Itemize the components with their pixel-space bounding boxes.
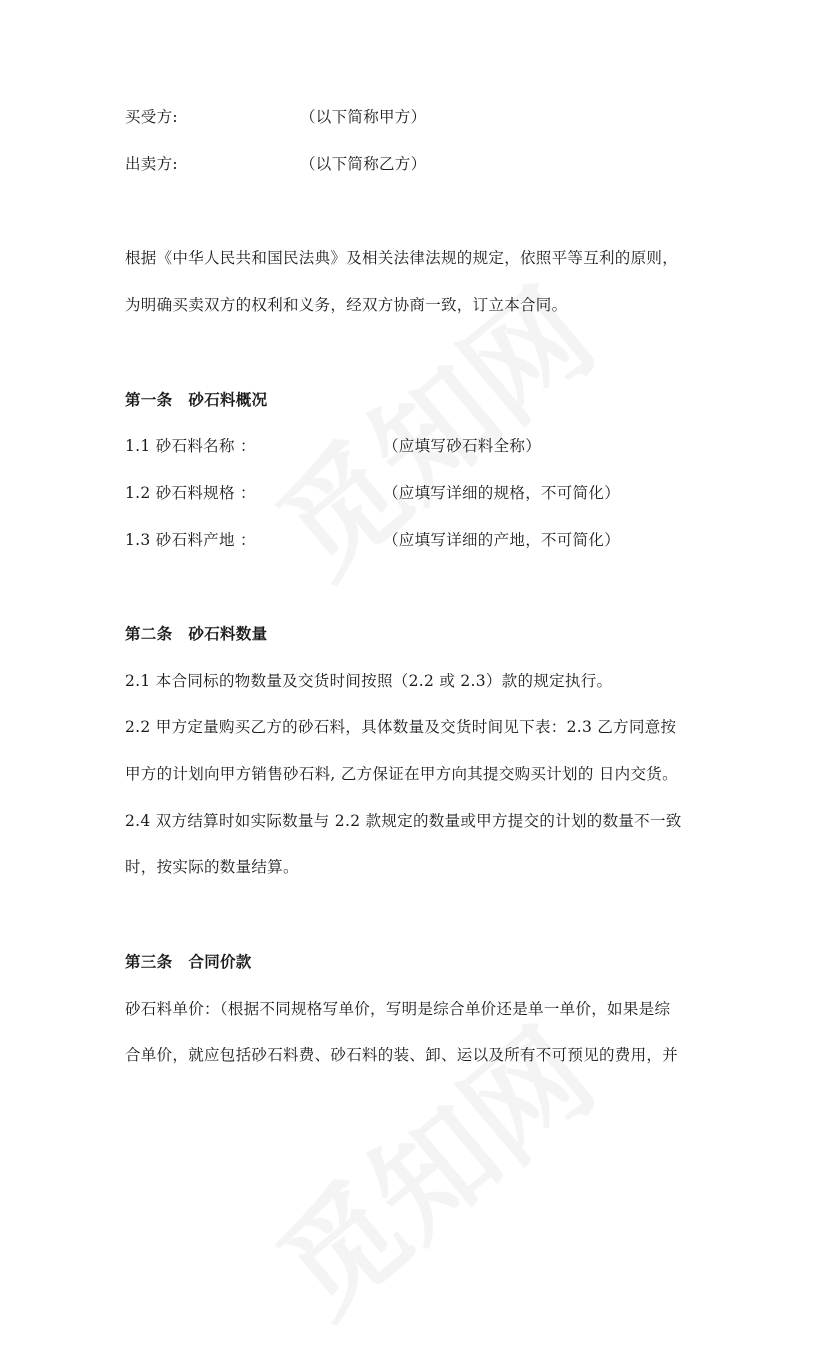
article-2-title: 砂石料数量 <box>188 624 268 643</box>
seller-line <box>125 154 178 174</box>
article-3-number: 第三条 <box>125 952 173 971</box>
article-3-line-2: 合单价，就应包括砂石料费、砂石料的装、卸、运以及所有不可预见的费用，并 <box>125 1046 679 1064</box>
article-2-line-2: 2.2 甲方定量购买乙方的砂石料，具体数量及交货时间见下表：2.3 乙方同意按 <box>125 718 677 736</box>
article-2-heading <box>125 624 283 644</box>
article-1-number: 第一条 <box>125 390 173 409</box>
article-3-line-1: 砂石料单价：（根据不同规格写单价，写明是综合单价还是单一单价，如果是综 <box>125 1000 671 1018</box>
article-3-title: 合同价款 <box>188 952 252 971</box>
buyer-hint: （以下简称甲方） <box>300 108 427 126</box>
article-1-heading <box>125 390 283 410</box>
article-1-item-1-label: 1.1 砂石料名称 ： <box>125 437 256 455</box>
preamble-line-1: 根据《中华人民共和国民法典》及相关法律法规的规定，依照平等互利的原则， <box>125 249 679 267</box>
article-1-item-2-hint: （应填写详细的规格，不可简化） <box>383 484 621 502</box>
preamble-line-2: 为明确买卖双方的权利和义务，经双方协商一致，订立本合同。 <box>125 296 568 314</box>
seller-label: 出卖方: <box>125 155 178 173</box>
article-1-item-3-label: 1.3 砂石料产地 ： <box>125 531 256 549</box>
article-1-item-2-label: 1.2 砂石料规格 ： <box>125 484 256 502</box>
article-3-heading <box>125 952 268 972</box>
buyer-line <box>125 107 178 127</box>
article-2-line-5: 时，按实际的数量结算。 <box>125 858 299 876</box>
article-1-item-1-hint: （应填写砂石料全称） <box>383 437 542 455</box>
watermark-text <box>237 984 623 1347</box>
article-2-line-1: 2.1 本合同标的物数量及交货时间按照（2.2 或 2.3）款的规定执行。 <box>125 672 613 690</box>
article-2-line-3: 甲方的计划向甲方销售砂石料, 乙方保证在甲方向其提交购买计划的 日内交货。 <box>125 765 678 783</box>
seller-hint: （以下简称乙方） <box>300 155 427 173</box>
article-1-item-3-hint: （应填写详细的产地，不可简化） <box>383 531 621 549</box>
article-2-number: 第二条 <box>125 624 173 643</box>
article-2-line-4: 2.4 双方结算时如实际数量与 2.2 款规定的数量或甲方提交的计划的数量不一致 <box>125 812 682 830</box>
buyer-label: 买受方: <box>125 108 178 126</box>
article-1-title: 砂石料概况 <box>188 390 268 409</box>
